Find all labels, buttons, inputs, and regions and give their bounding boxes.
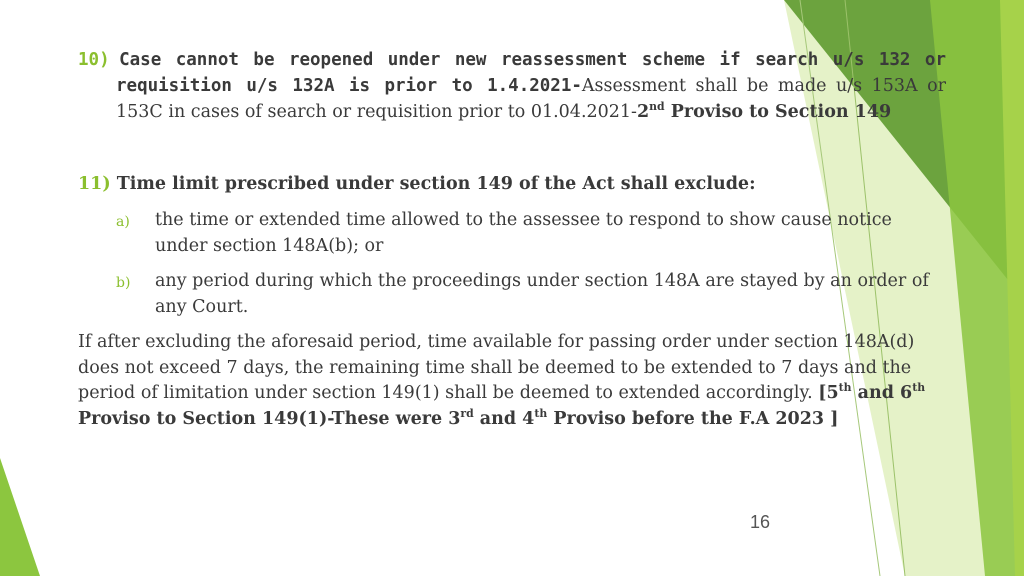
item-10-ref-number: 2 <box>636 102 650 122</box>
item-10-heading: Case cannot be reopened under new reassessment scheme if search u/s 132 or requisition u/s 132A is prior to 1.4.2021- <box>116 50 946 96</box>
para-sup-3: rd <box>460 406 474 420</box>
extension-paragraph <box>78 330 946 432</box>
item-10-text: Assessment shall be made u/s 153A or 153C in cases of search or requisition prior to 01.04.2021- <box>116 76 946 122</box>
item-10-ref-rest: Proviso to Section 149 <box>664 102 892 122</box>
para-sup-2: th <box>912 381 926 395</box>
para-bold-1: [5 <box>818 383 839 403</box>
para-bold-3: Proviso to Section 149(1)-These were 3 <box>78 408 461 429</box>
para-bold-5: Proviso before the F.A 2023 ] <box>547 408 839 429</box>
sub-b-text: any period during which the proceedings under section 148A are stayed by an order of any Court. <box>155 271 929 317</box>
para-sup-1: th <box>838 381 852 395</box>
para-text: If after excluding the aforesaid period, time available for passing order under section 148A(d) does not exceed 7 days, the remaining time shall be deemed to be extended to 7 days and the period of limitation under section 149(1) shall be deemed to extended accordingly. <box>78 332 915 403</box>
item-10-ref-sup: nd <box>649 100 665 114</box>
item-10 <box>78 47 946 125</box>
item-11-heading-line <box>78 171 946 197</box>
sub-a-label: a) <box>116 214 130 230</box>
para-bold-2: and 6 <box>851 383 913 403</box>
para-sup-4: th <box>534 406 548 420</box>
sub-b-label: b) <box>116 275 131 291</box>
item-10-number: 10) <box>78 50 110 70</box>
para-bold-4: and 4 <box>473 408 535 429</box>
sub-a-text: the time or extended time allowed to the assessee to respond to show cause notice under section 148A(b); or <box>155 210 892 256</box>
item-11-number: 11) <box>78 174 111 194</box>
item-11-heading: Time limit prescribed under section 149 of the Act shall exclude: <box>110 174 756 194</box>
page-number: 16 <box>749 512 771 532</box>
